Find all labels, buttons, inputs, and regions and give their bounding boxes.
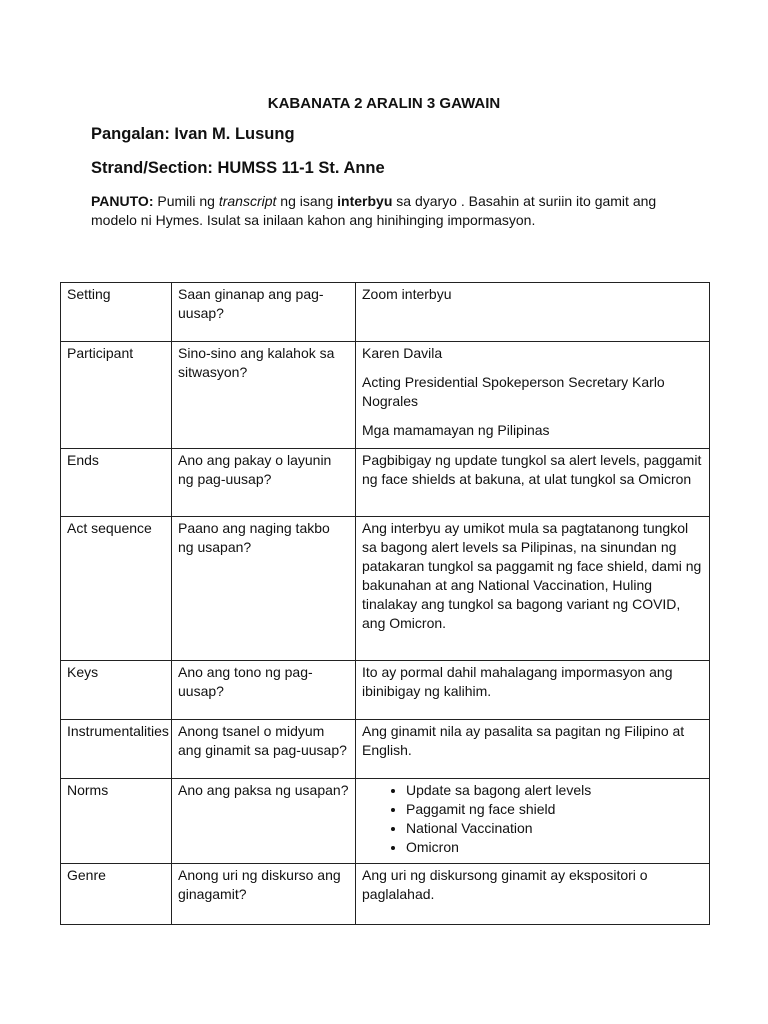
row-label: Participant	[61, 342, 172, 449]
list-item: • Omicron	[406, 838, 703, 857]
table-row	[61, 779, 710, 864]
participant-1: Karen Davila	[362, 345, 443, 361]
list-item: • National Vaccination	[406, 819, 703, 838]
row-question: Anong tsanel o midyum ang ginamit sa pag-uusap?	[172, 720, 356, 779]
table-row	[61, 864, 710, 925]
row-answer: Ito ay pormal dahil mahalagang impormasyon ang ibinibigay ng kalihim.	[356, 661, 710, 720]
row-label: Ends	[61, 449, 172, 517]
table-row	[61, 342, 710, 449]
student-name: Pangalan: Ivan M. Lusung	[91, 125, 295, 143]
strand-section: Strand/Section: HUMSS 11-1 St. Anne	[91, 159, 385, 177]
row-answer: Ang uri ng diskursong ginamit ay ekspositori o paglalahad.	[356, 864, 710, 925]
row-answer	[356, 779, 710, 864]
table-row	[61, 449, 710, 517]
table-row	[61, 283, 710, 342]
row-question: Sino-sino ang kalahok sa sitwasyon?	[172, 342, 356, 449]
instructions-text-2: ng isang	[276, 193, 338, 209]
instructions	[91, 192, 691, 230]
table-row	[61, 661, 710, 720]
row-question: Ano ang paksa ng usapan?	[172, 779, 356, 864]
table-row	[61, 517, 710, 661]
instructions-text-1: Pumili ng	[153, 193, 219, 209]
row-label: Keys	[61, 661, 172, 720]
participant-3: Mga mamamayan ng Pilipinas	[362, 422, 550, 438]
row-label: Norms	[61, 779, 172, 864]
row-question: Ano ang pakay o layunin ng pag-uusap?	[172, 449, 356, 517]
instructions-italic-term: transcript	[218, 193, 277, 209]
row-question: Paano ang naging takbo ng usapan?	[172, 517, 356, 661]
row-label: Instrumentalities	[61, 720, 172, 779]
hymes-model-table	[60, 282, 710, 925]
instructions-text-3: sa dyaryo . Basahin at suriin ito gamit ang modelo ni Hymes. Isulat sa inilaan kahon ang hinihinging impormasyon.	[91, 193, 657, 228]
row-answer: Ang interbyu ay umikot mula sa pagtatanong tungkol sa bagong alert levels sa Pilipinas, na sinundan ng patakaran tungkol sa paggamit ng face shield, dami ng bakunahan at ang National Vaccination, Huling tinalakay ang tungkol sa bagong variant ng COVID, ang Omicron.	[356, 517, 710, 661]
row-label: Genre	[61, 864, 172, 925]
instructions-label: PANUTO:	[91, 193, 154, 209]
list-item: • Update sa bagong alert levels	[406, 781, 703, 800]
row-label: Setting	[61, 283, 172, 342]
row-question: Anong uri ng diskurso ang ginagamit?	[172, 864, 356, 925]
document-title: KABANATA 2 ARALIN 3 GAWAIN	[267, 95, 501, 112]
list-item: • Paggamit ng face shield	[406, 800, 703, 819]
instructions-bold-term: interbyu	[337, 193, 393, 209]
table-row	[61, 720, 710, 779]
row-answer: Ang ginamit nila ay pasalita sa pagitan ng Filipino at English.	[356, 720, 710, 779]
row-question: Saan ginanap ang pag-uusap?	[172, 283, 356, 342]
participant-2: Acting Presidential Spokeperson Secretary Karlo Nograles	[362, 374, 665, 409]
row-label: Act sequence	[61, 517, 172, 661]
row-question: Ano ang tono ng pag-uusap?	[172, 661, 356, 720]
row-answer	[356, 342, 710, 449]
norms-bullet-list	[362, 781, 703, 857]
row-answer: Pagbibigay ng update tungkol sa alert levels, paggamit ng face shields at bakuna, at ulat tungkol sa Omicron	[356, 449, 710, 517]
row-answer: Zoom interbyu	[356, 283, 710, 342]
